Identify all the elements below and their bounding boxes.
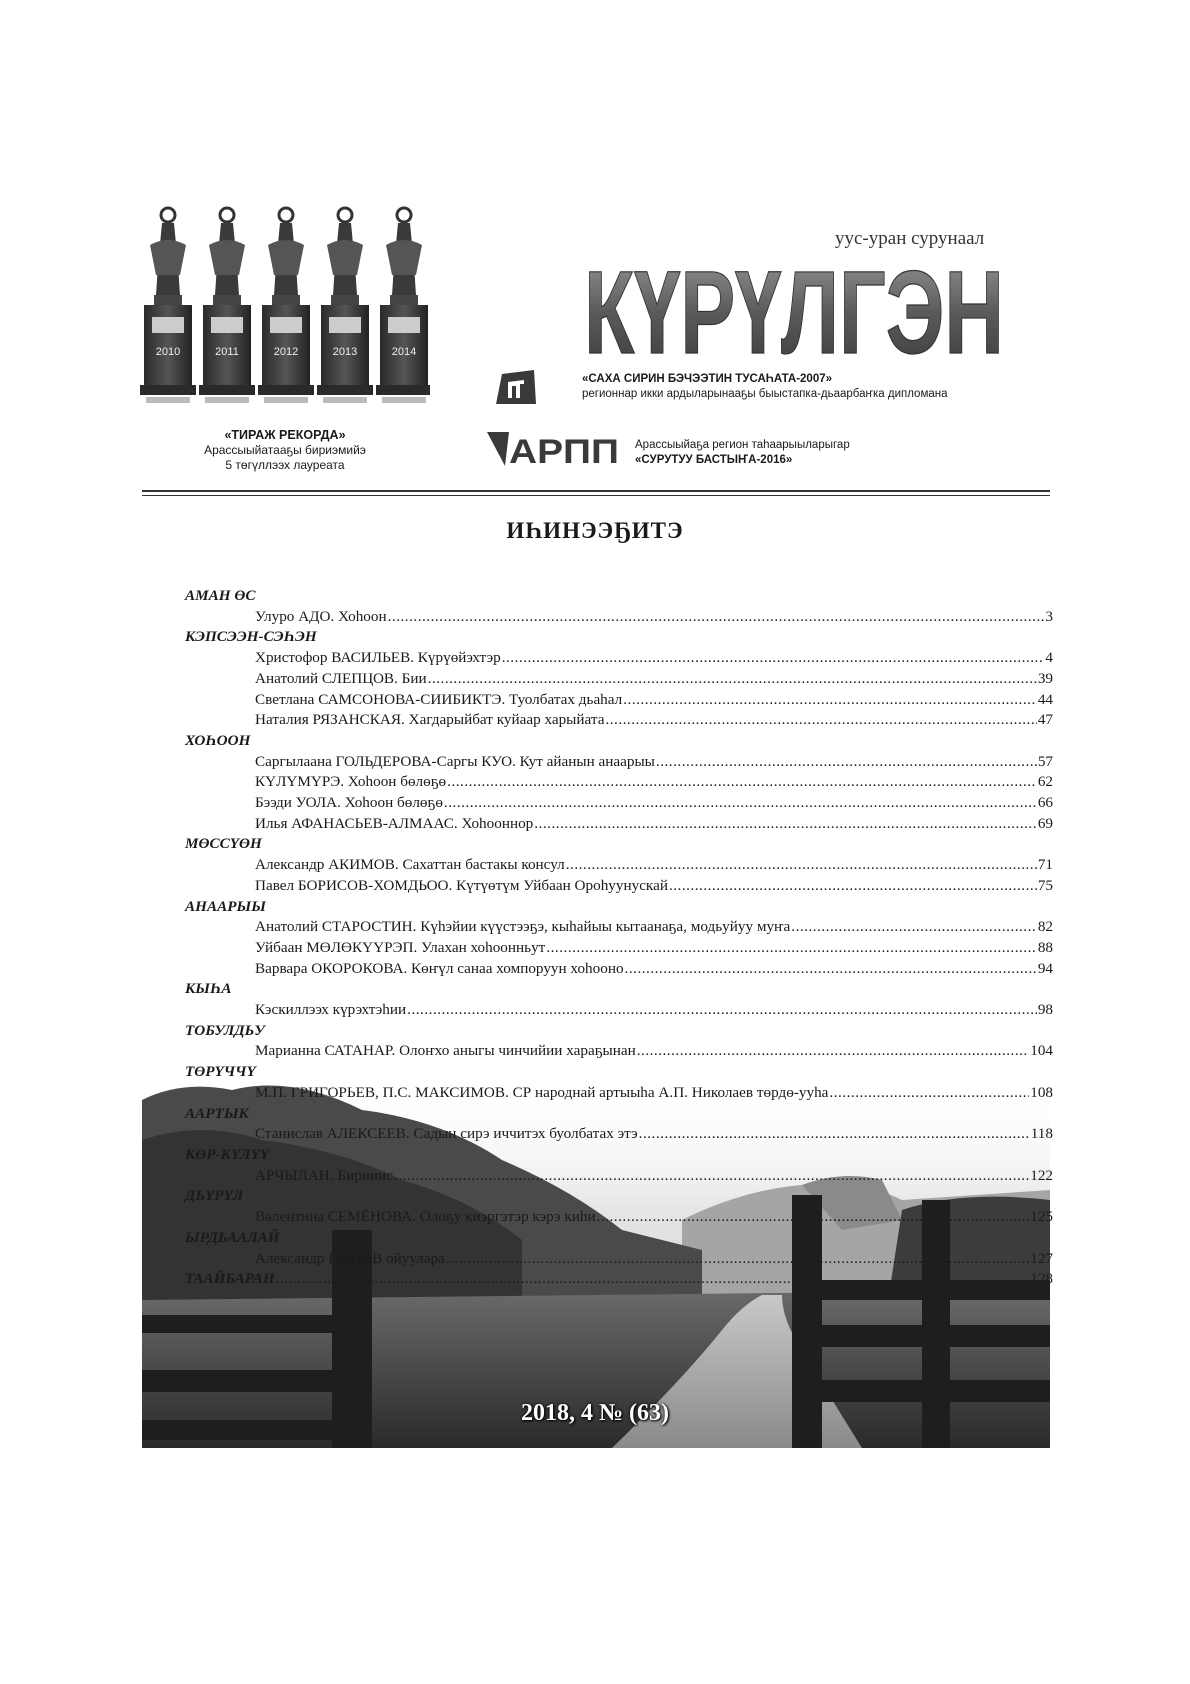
toc-entry-page: 4 [1045, 649, 1053, 667]
toc-dot-leader [534, 814, 1037, 835]
toc-entry [185, 772, 1053, 793]
toc-entry-title: Анатолий СЛЕПЦОВ. Бии [255, 669, 427, 687]
toc-entry-page: 125 [1030, 1208, 1053, 1226]
toc-entry-title: Кэскиллээх күрэхтэһии [255, 1001, 407, 1019]
arpp-logo-text: АРПП [509, 433, 619, 466]
award-1-text: регионнар икки ардыларынааҕы быыстапка-дьаарбаҥка дипломана [582, 388, 948, 400]
toc-entry-page: 57 [1037, 752, 1053, 770]
trophy-year-label: 2014 [391, 346, 417, 358]
header-divider [142, 490, 1050, 492]
toc-dot-leader [407, 1000, 1037, 1021]
toc-section-heading: ХОҺООН [185, 731, 251, 749]
toc-entry [185, 607, 1053, 628]
toc-dot-leader [394, 1166, 1029, 1187]
toc-entry-title: Уйбаан МӨЛӨКҮҮРЭП. Улахан хоһоонньут [255, 938, 546, 956]
toc-dot-leader [566, 855, 1037, 876]
toc-entry-page: 98 [1037, 1001, 1053, 1019]
toc-entry-page: 62 [1037, 773, 1053, 791]
trophy-2010 [140, 208, 196, 403]
toc-entry [185, 876, 1053, 897]
toc-dot-leader [388, 607, 1045, 628]
toc-dot-leader [669, 876, 1037, 897]
toc-title: ИҺИНЭЭҔИТЭ [506, 518, 684, 543]
toc-entry-title: Павел БОРИСОВ-ХОМДЬОО. Күтүөтүм Уйбаан Ороһуунускай [255, 876, 668, 894]
toc-entry-title: Валентина СЕМЁНОВА. Олоҕу киэргэтэр кэрэ киһи [255, 1208, 596, 1226]
toc-dot-leader [502, 648, 1045, 669]
toc-entry [185, 752, 1053, 773]
toc-section-heading: АМАН ӨС [185, 587, 256, 604]
toc-entry-title: М.П. ГРИГОРЬЕВ, П.С. МАКСИМОВ. СР народнай артыыһа А.П. Николаев төрдө-ууһа [255, 1083, 829, 1101]
trophy-2012 [258, 208, 314, 403]
toc-dot-leader [637, 1041, 1030, 1062]
journal-logo [582, 245, 1022, 365]
toc-section-heading: МӨССҮӨН [185, 835, 262, 853]
award-1-title: «САХА СИРИН БЭЧЭЭТИН ТУСАҺАТА-2007» [582, 373, 833, 385]
toc-section-heading: ЫРДЬААЛАЙ [185, 1228, 280, 1246]
tiraj-title: «ТИРАЖ РЕКОРДА» [224, 428, 346, 442]
toc-entry-page: 127 [1030, 1249, 1053, 1267]
trophy-year-label: 2012 [273, 346, 299, 358]
toc-entry-page: 66 [1037, 794, 1053, 812]
toc-entry [185, 1041, 1053, 1062]
trophy-year-label: 2010 [155, 346, 181, 358]
trophy-2013 [317, 208, 373, 403]
toc-section-heading-last [185, 1269, 1053, 1290]
toc-dot-leader [447, 772, 1037, 793]
toc-section-heading: КЭПСЭЭН-СЭҺЭН [185, 628, 317, 646]
journal-logo-text: КҮРҮЛГЭН [584, 247, 1004, 365]
toc-entry-page: 71 [1037, 856, 1053, 874]
toc-entry-page: 128 [1030, 1270, 1053, 1288]
toc-entry-title: Анатолий СТАРОСТИН. Күһэйии күүстээҕэ, кыһайыы кытаанаҕа, модьуйуу муҥа [255, 918, 791, 936]
toc-entry [185, 855, 1053, 876]
toc-entry-title: Александр АКИМОВ. Сахаттан бастакы консул [255, 856, 565, 874]
toc-section-heading: АНААРЫЫ [185, 897, 266, 915]
toc-entry [185, 1000, 1053, 1021]
toc-dot-leader [623, 690, 1037, 711]
issue-number: 2018, 4 № (63) [520, 1400, 670, 1426]
journal-tagline: уус-уран сурунаал [835, 228, 985, 249]
toc-entry-page: 44 [1037, 690, 1053, 708]
toc-dot-leader [625, 959, 1037, 980]
toc-section-heading: ДЬҮРҮЛ [185, 1187, 244, 1205]
toc-dot-leader [829, 1083, 1029, 1104]
header-divider-thin [142, 495, 1050, 496]
toc-entry [185, 710, 1053, 731]
toc-section-heading: КӨР-КҮЛҮҮ [185, 1145, 270, 1163]
toc-entry-page: 82 [1037, 918, 1053, 936]
arpp-logo [487, 432, 622, 466]
tiraj-award-caption [140, 428, 430, 473]
toc-entry-page: 39 [1037, 669, 1053, 687]
trophies-image [140, 205, 430, 420]
toc-entry-page: 3 [1045, 607, 1053, 625]
toc-dot-leader [597, 1207, 1030, 1228]
toc-section-heading: ААРТЫК [185, 1104, 249, 1122]
toc-entry-page: 75 [1037, 876, 1053, 894]
toc-entry [185, 648, 1053, 669]
award-2-title: «СУРУТУУ БАСТЫҤА-2016» [635, 454, 793, 466]
award-2-text: Арассыыйаҕа регион таһаарыыларыгар [635, 439, 850, 451]
toc-entry-page: 88 [1037, 938, 1053, 956]
toc-entry-title: Илья АФАНАСЬЕВ-АЛМААС. Хоһооннор [255, 814, 534, 832]
toc-entry-title: Улуро АДО. Хоһоон [255, 607, 387, 625]
trophy-2011 [199, 208, 255, 403]
toc-dot-leader [446, 1249, 1029, 1270]
toc-entry-page: 122 [1030, 1166, 1053, 1184]
trophy-year-label: 2013 [332, 346, 358, 358]
toc-dot-leader [546, 938, 1036, 959]
award-1 [582, 372, 948, 402]
toc-entry-page: 47 [1037, 711, 1053, 729]
toc-entry-title: Александр ПОПОВ ойуулара [255, 1249, 445, 1267]
toc-entry [185, 669, 1053, 690]
toc-entry-title: Варвара ОКОРОКОВА. Көҥүл санаа хомпоруун хоһооно [255, 959, 624, 977]
toc-entry [185, 917, 1053, 938]
toc-dot-leader [605, 710, 1036, 731]
toc-dot-leader [444, 793, 1037, 814]
award-2 [635, 438, 850, 468]
toc-entry-title: АРЧЫЛАН. Бирииис [255, 1166, 393, 1184]
toc-entry-title: Христофор ВАСИЛЬЕВ. Күрүөйэхтэр [255, 649, 501, 667]
toc-entry-page: 118 [1030, 1125, 1053, 1143]
toc-entry [185, 1249, 1053, 1270]
toc-entry-title: Бээди УОЛА. Хоһоон бөлөҕө [255, 794, 443, 812]
toc-entry-page: 104 [1030, 1042, 1053, 1060]
toc-entry [185, 690, 1053, 711]
toc-entry-title: КҮЛҮМҮРЭ. Хоһоон бөлөҕө [255, 773, 447, 791]
toc-entry [185, 1124, 1053, 1145]
toc-dot-leader [639, 1124, 1030, 1145]
toc-entry-page: 69 [1037, 814, 1053, 832]
toc-section-heading: КЫҺА [185, 980, 232, 998]
toc-entry-title: Наталия РЯЗАНСКАЯ. Хагдарыйбат куйаар харыйата [255, 711, 605, 729]
press-award-icon [494, 368, 538, 406]
toc-entry [185, 793, 1053, 814]
toc-dot-leader [428, 669, 1037, 690]
toc-entry [185, 1083, 1053, 1104]
tiraj-line-1: Арассыыйатааҕы бириэмийэ [204, 443, 366, 457]
toc-section-title: ТААЙБАРАН [185, 1270, 275, 1288]
table-of-contents [185, 586, 1053, 1290]
toc-entry [185, 1207, 1053, 1228]
toc-entry-page: 108 [1030, 1083, 1053, 1101]
toc-entry-page: 94 [1037, 959, 1053, 977]
toc-section-heading: ТОБУЛДЬУ [185, 1021, 265, 1039]
toc-entry-title: Марианна САТАНАР. Олоҥхо аныгы чинчийии хараҕынан [255, 1042, 636, 1060]
toc-entry [185, 938, 1053, 959]
tiraj-line-2: 5 төгүллээх лауреата [225, 458, 345, 472]
toc-dot-leader [656, 752, 1037, 773]
toc-section-heading: ТӨРҮЧЧҮ [185, 1063, 256, 1081]
toc-dot-leader [791, 917, 1037, 938]
trophy-year-label: 2011 [215, 346, 239, 358]
toc-entry [185, 959, 1053, 980]
toc-entry-title: Светлана САМСОНОВА-СИИБИКТЭ. Туолбатах дьаһал [255, 690, 623, 708]
toc-entry-title: Саргылаана ГОЛЬДЕРОВА-Саргы КУО. Кут айанын анаарыы [255, 752, 655, 770]
toc-entry [185, 814, 1053, 835]
toc-entry-title: Станислав АЛЕКСЕЕВ. Садын сирэ иччитэх буолбатах этэ [255, 1125, 638, 1143]
toc-dot-leader [276, 1269, 1030, 1290]
toc-entry [185, 1166, 1053, 1187]
trophy-2014 [376, 208, 430, 403]
